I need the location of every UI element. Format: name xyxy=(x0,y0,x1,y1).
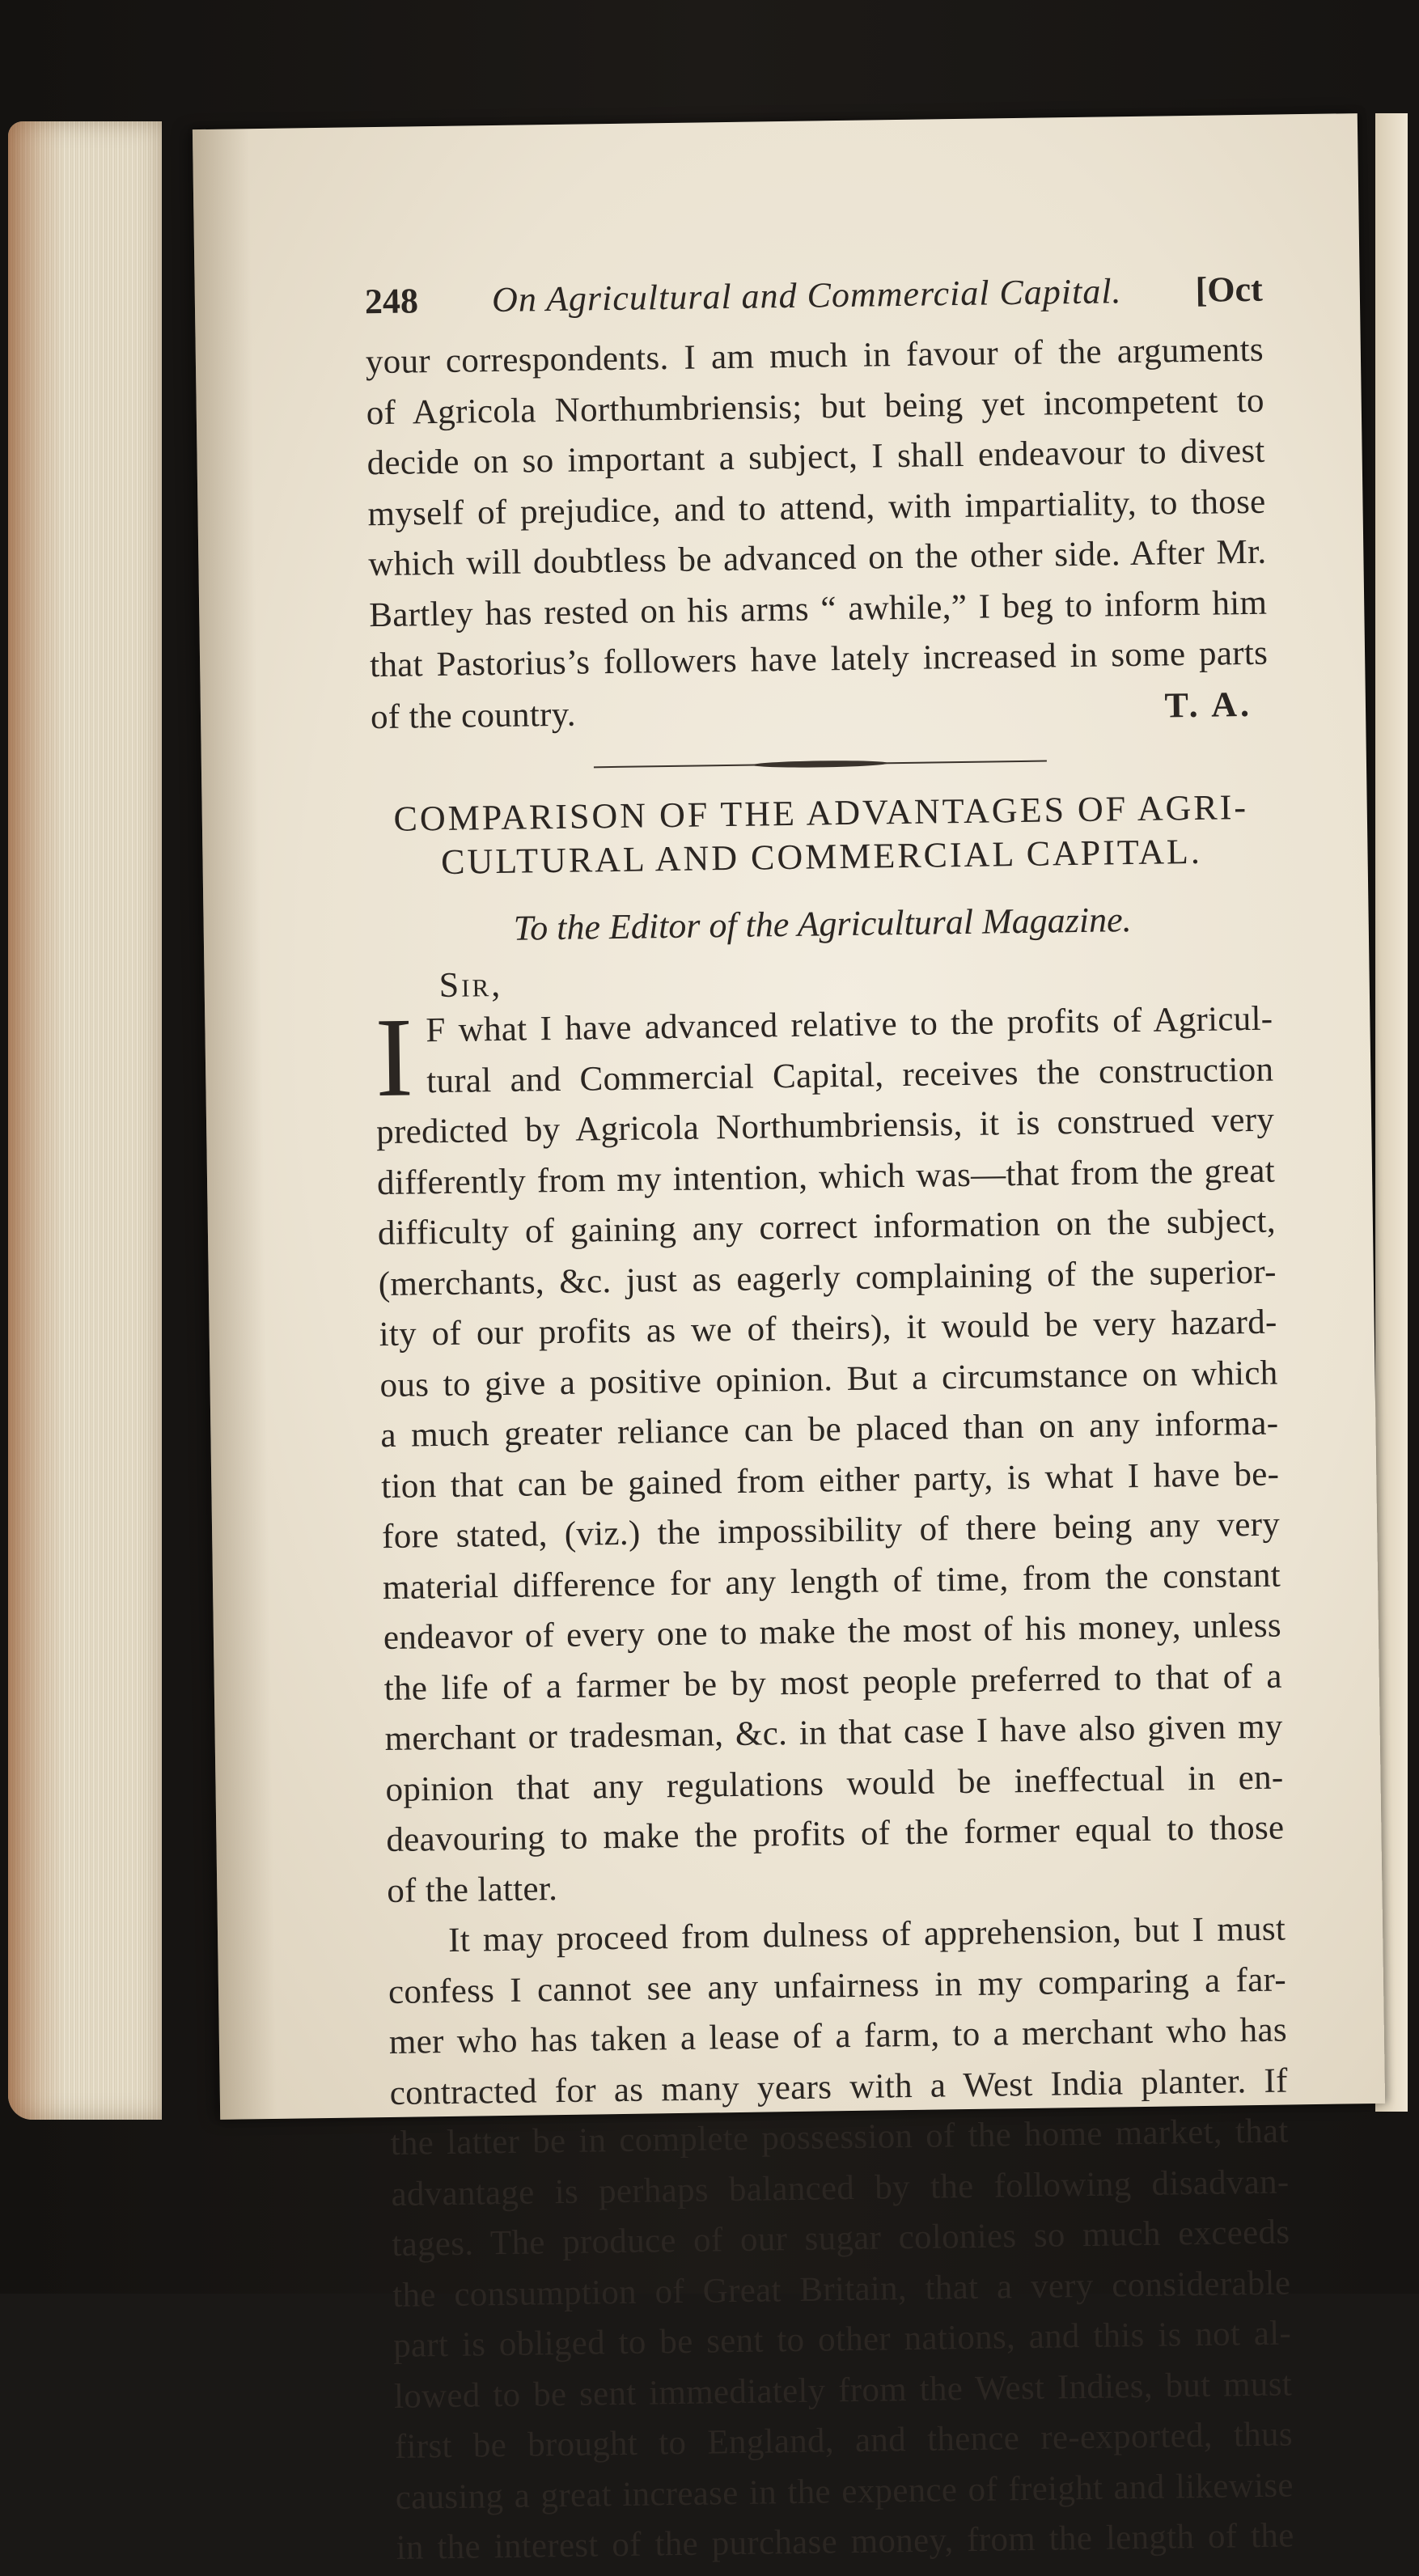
text-line: It may proceed from dulness of apprehension, but I must xyxy=(447,1909,1286,1960)
text-line: lowed to be sent immediately from the West Indies, but must xyxy=(393,2364,1293,2416)
text-line: fore stated, (viz.) the impossibility of there being any very xyxy=(381,1505,1281,1557)
text-line: confess I cannot see any unfairness in my comparing a far- xyxy=(388,1960,1287,2011)
letter-paragraph-1 xyxy=(375,994,1286,1917)
text-column xyxy=(365,269,1294,2574)
text-line: predicted by Agricola Northumbriensis, it is construed very xyxy=(375,1100,1275,1152)
salutation: Sir, xyxy=(438,964,503,1006)
running-title: On Agricultural and Commercial Capital. xyxy=(491,271,1122,320)
drop-cap: I xyxy=(374,994,414,1121)
text-line: endeavor of every one to make the most of his money, unless xyxy=(383,1606,1282,1658)
text-line: differently from my intention, which was—that from the great xyxy=(376,1151,1276,1202)
running-month: [Oct xyxy=(1195,269,1264,310)
book-page xyxy=(193,113,1385,2567)
text-line: causing a great increase in the expence of freight and likewise xyxy=(395,2465,1294,2517)
text-line: deavouring to make the profits of the former equal to those xyxy=(386,1808,1285,1860)
text-line: tural and Commercial Capital, receives the construction xyxy=(426,1050,1274,1100)
text-line: your correspondents. I am much in favour of the arguments xyxy=(365,330,1264,382)
text-line: (merchants, &c. just as eagerly complaining of the superior- xyxy=(378,1252,1277,1303)
text-line: of Agricola Northumbriensis; but being yet incompetent to xyxy=(366,381,1265,432)
text-line: the consumption of Great Britain, that a very considerable xyxy=(392,2263,1291,2315)
letter-paragraph-2 xyxy=(388,1904,1294,2574)
text-line: material difference for any length of time, from the constant xyxy=(382,1556,1281,1607)
page-number: 248 xyxy=(364,281,419,322)
text-line: difficulty of gaining any correct information on the subject, xyxy=(377,1201,1277,1253)
text-line: ous to give a positive opinion. But a circumstance on which xyxy=(379,1354,1278,1405)
text-line: opinion that any regulations would be ineffectual in en- xyxy=(385,1758,1284,1809)
text-line: myself of prejudice, and to attend, with impartiality, to those xyxy=(367,482,1266,533)
text-line: decide on so important a subject, I shall endeavour to divest xyxy=(366,431,1265,483)
text-line: of the latter. xyxy=(386,1869,558,1910)
foxing-stain xyxy=(8,121,65,2120)
text-line: part is obliged to be sent to other nations, and this is not al- xyxy=(392,2314,1292,2365)
article-heading xyxy=(371,786,1270,885)
intro-paragraph xyxy=(366,325,1269,743)
text-line: that Pastorius’s followers have lately increased in some parts xyxy=(369,633,1269,685)
text-line: contracted for as many years with a West India planter. If xyxy=(389,2061,1289,2112)
text-line: the latter be in complete possession of the home market, that xyxy=(390,2112,1289,2163)
text-line: tion that can be gained from either party, is what I have be- xyxy=(381,1455,1280,1506)
text-line: Bartley has rested on his arms “ awhile,” I beg to inform him xyxy=(368,583,1268,634)
text-line: in the interest of the purchase money, from the length of the xyxy=(396,2516,1294,2567)
text-line: the life of a farmer be by most people preferred to that of a xyxy=(383,1657,1283,1708)
text-line: advantage is perhaps balanced by the following disadvan- xyxy=(391,2162,1290,2214)
text-line: merchant or tradesman, &c. in that case I have also given my xyxy=(384,1707,1283,1759)
text-line: mer who has taken a lease of a farm, to a merchant who has xyxy=(388,2010,1288,2062)
text-line: a much greater reliance can be placed than on any informa- xyxy=(380,1404,1279,1455)
text-line: which will doubtless be advanced on the other side. After Mr. xyxy=(368,532,1267,584)
section-divider xyxy=(594,758,1047,771)
signature: T. A. xyxy=(1164,684,1253,725)
heading-line: CULTURAL AND COMMERCIAL CAPITAL. xyxy=(440,831,1203,882)
text-line: ity of our profits as we of theirs), it would be very hazard- xyxy=(379,1303,1277,1354)
heading-line: COMPARISON OF THE ADVANTAGES OF AGRI- xyxy=(393,787,1249,839)
article-subheading: To the Editor of the Agricultural Magazine. xyxy=(513,900,1132,948)
text-line: tages. The produce of our sugar colonies so much exceeds xyxy=(392,2213,1290,2264)
text-line: F what I have advanced relative to the profits of Agricul- xyxy=(426,999,1273,1050)
text-line: first be brought to England, and thence re-exported, thus xyxy=(394,2415,1294,2466)
text-line: of the country. xyxy=(370,695,577,736)
